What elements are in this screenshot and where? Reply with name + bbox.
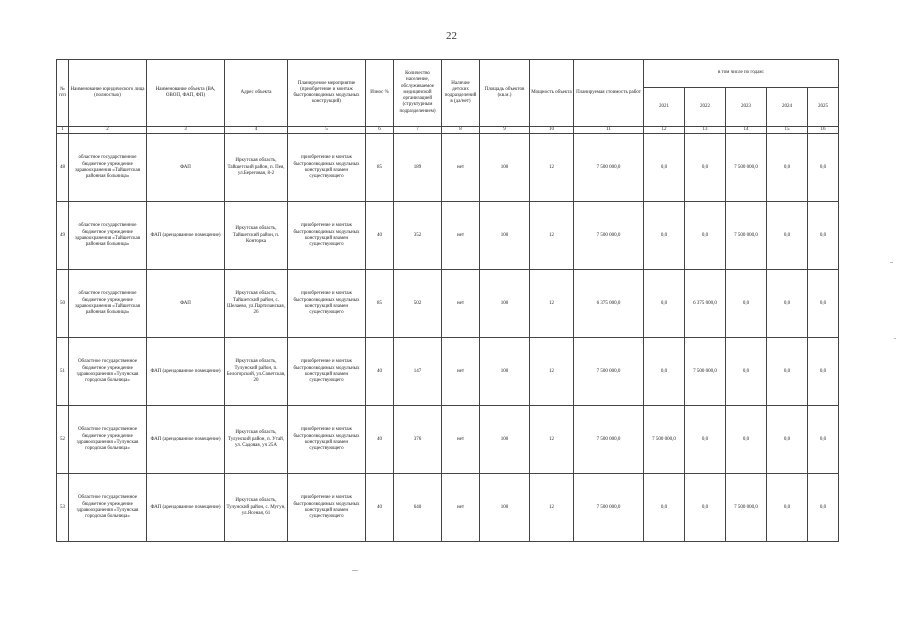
row-heating: нет (442, 134, 480, 202)
row-capacity: 12 (530, 338, 574, 406)
row-planned-event: приобретение и монтаж быстровозводимых модульных конструкций взамен существующего (288, 202, 366, 270)
header-planned-event: Планируемое мероприятие (приобретение и монтаж быстровозводимых модульных конструкций) (288, 60, 366, 127)
row-address: Иркутская область, Тайшетский район, п. Конторка (225, 202, 288, 270)
scan-mark (894, 338, 896, 339)
row-year-2023: 0,0 (726, 338, 767, 406)
header-row (57, 60, 839, 88)
row-planned-event: приобретение и монтаж быстровозводимых модульных конструкций взамен существующего (288, 270, 366, 338)
row-planned-event: приобретение и монтаж быстровозводимых модульных конструкций взамен существующего (288, 474, 366, 542)
row-year-2021: 0,0 (644, 474, 685, 542)
row-year-2025: 0,0 (808, 134, 839, 202)
table-row (57, 338, 839, 406)
column-number: 10 (530, 127, 574, 134)
row-year-2022: 7 500 000,0 (685, 338, 726, 406)
header-year: 2024 (767, 88, 808, 127)
row-area: 100 (480, 474, 530, 542)
column-number: 2 (69, 127, 147, 134)
row-year-2021: 0,0 (644, 338, 685, 406)
row-heating: нет (442, 474, 480, 542)
table-row (57, 474, 839, 542)
column-number: 11 (574, 127, 644, 134)
row-heating: нет (442, 406, 480, 474)
column-number: 13 (685, 127, 726, 134)
row-year-2024: 0,0 (767, 474, 808, 542)
column-number-row (57, 127, 839, 134)
row-year-2024: 0,0 (767, 406, 808, 474)
row-population: 502 (394, 270, 442, 338)
row-wear: 85 (366, 270, 394, 338)
row-wear: 40 (366, 202, 394, 270)
row-year-2023: 7 500 000,0 (726, 134, 767, 202)
table-row (57, 202, 839, 270)
header-num: № п/п (57, 60, 69, 127)
header-capacity: Мощность объекта (530, 60, 574, 127)
row-capacity: 12 (530, 474, 574, 542)
row-area: 100 (480, 270, 530, 338)
row-object-name: ФАП (арендованное помещение) (147, 338, 225, 406)
row-legal-entity: областное государственное бюджетное учреждение здравоохранения «Тайшетская районная больница» (69, 270, 147, 338)
row-capacity: 12 (530, 134, 574, 202)
row-wear: 40 (366, 338, 394, 406)
row-planned-event: приобретение и монтаж быстровозводимых модульных конструкций взамен существующего (288, 338, 366, 406)
header-years-group: в том числе по годам: (644, 60, 839, 88)
row-population: 640 (394, 474, 442, 542)
row-address: Иркутская область, Тулунский район, с. Мугун, ул.Ясеная, 61 (225, 474, 288, 542)
row-area: 100 (480, 338, 530, 406)
row-number: 53 (57, 474, 69, 542)
row-wear: 85 (366, 134, 394, 202)
column-number: 12 (644, 127, 685, 134)
row-capacity: 12 (530, 270, 574, 338)
row-population: 352 (394, 202, 442, 270)
row-planned-event: приобретение и монтаж быстровозводимых модульных конструкций взамен существующего (288, 134, 366, 202)
row-cost: 7 500 000,0 (574, 406, 644, 474)
row-number: 48 (57, 134, 69, 202)
row-year-2021: 7 500 000,0 (644, 406, 685, 474)
column-number: 7 (394, 127, 442, 134)
row-object-name: ФАП (арендованное помещение) (147, 406, 225, 474)
row-heating: нет (442, 270, 480, 338)
row-cost: 7 500 000,0 (574, 202, 644, 270)
column-number: 9 (480, 127, 530, 134)
row-heating: нет (442, 338, 480, 406)
row-area: 100 (480, 134, 530, 202)
row-year-2024: 0,0 (767, 270, 808, 338)
row-year-2024: 0,0 (767, 202, 808, 270)
header-year: 2022 (685, 88, 726, 127)
row-cost: 7 500 000,0 (574, 338, 644, 406)
row-object-name: ФАП (арендованное помещение) (147, 474, 225, 542)
row-object-name: ФАП (147, 270, 225, 338)
column-number: 1 (57, 127, 69, 134)
row-address: Иркутская область, Тайшетский район, п. Пея, ул.Береговая, 8-2 (225, 134, 288, 202)
facilities-table (56, 59, 839, 542)
row-year-2024: 0,0 (767, 338, 808, 406)
row-area: 100 (480, 406, 530, 474)
scan-mark (890, 262, 893, 263)
header-year: 2023 (726, 88, 767, 127)
header-year: 2025 (808, 88, 839, 127)
row-capacity: 12 (530, 406, 574, 474)
row-object-name: ФАП (147, 134, 225, 202)
header-area: Площадь объектов (кв.м.) (480, 60, 530, 127)
row-legal-entity: Областное государственное бюджетное учреждение здравоохранения «Тулунская городская больница» (69, 406, 147, 474)
row-population: 189 (394, 134, 442, 202)
row-year-2021: 0,0 (644, 134, 685, 202)
row-legal-entity: областное государственное бюджетное учреждение здравоохранения «Тайшетская районная больница» (69, 202, 147, 270)
row-number: 51 (57, 338, 69, 406)
table-body (57, 134, 839, 542)
row-cost: 7 500 000,0 (574, 474, 644, 542)
table-row (57, 270, 839, 338)
row-wear: 40 (366, 474, 394, 542)
row-year-2022: 0,0 (685, 134, 726, 202)
header-year: 2021 (644, 88, 685, 127)
row-number: 49 (57, 202, 69, 270)
page-number: 22 (446, 30, 457, 42)
column-number: 14 (726, 127, 767, 134)
column-number: 16 (808, 127, 839, 134)
scan-mark (352, 570, 358, 571)
row-year-2022: 6 375 000,0 (685, 270, 726, 338)
row-area: 100 (480, 202, 530, 270)
row-legal-entity: областное государственное бюджетное учреждение здравоохранения «Тайшетская районная больница» (69, 134, 147, 202)
row-year-2025: 0,0 (808, 270, 839, 338)
row-year-2025: 0,0 (808, 406, 839, 474)
header-heating: Наличие детских подразделений в (да/нет) (442, 60, 480, 127)
row-year-2021: 0,0 (644, 270, 685, 338)
header-object-name: Наименование объекта (ВА, ОВОП, ФАП, ФП) (147, 60, 225, 127)
row-cost: 6 375 000,0 (574, 270, 644, 338)
column-number: 15 (767, 127, 808, 134)
row-population: 147 (394, 338, 442, 406)
header-address: Адрес объекта (225, 60, 288, 127)
row-year-2023: 7 500 000,0 (726, 474, 767, 542)
row-address: Иркутская область, Тулунский район, п. Утай, ул. Садовая, уч 25А (225, 406, 288, 474)
row-object-name: ФАП (арендованное помещение) (147, 202, 225, 270)
column-number: 8 (442, 127, 480, 134)
row-year-2024: 0,0 (767, 134, 808, 202)
column-number: 4 (225, 127, 288, 134)
row-year-2025: 0,0 (808, 474, 839, 542)
table-row (57, 406, 839, 474)
row-year-2023: 0,0 (726, 270, 767, 338)
row-year-2023: 7 500 000,0 (726, 202, 767, 270)
row-population: 376 (394, 406, 442, 474)
row-wear: 40 (366, 406, 394, 474)
row-cost: 7 500 000,0 (574, 134, 644, 202)
row-heating: нет (442, 202, 480, 270)
row-capacity: 12 (530, 202, 574, 270)
header-legal-entity: Наименование юридического лица (полностью) (69, 60, 147, 127)
column-number: 5 (288, 127, 366, 134)
row-year-2023: 0,0 (726, 406, 767, 474)
row-year-2025: 0,0 (808, 202, 839, 270)
column-number: 3 (147, 127, 225, 134)
row-address: Иркутская область, Тайшетский район, с. Шелаево, ул.Партизанская, 26 (225, 270, 288, 338)
row-year-2022: 0,0 (685, 474, 726, 542)
table-row (57, 134, 839, 202)
row-year-2021: 0,0 (644, 202, 685, 270)
row-number: 50 (57, 270, 69, 338)
row-year-2025: 0,0 (808, 338, 839, 406)
row-year-2022: 0,0 (685, 406, 726, 474)
row-planned-event: приобретение и монтаж быстровозводимых модульных конструкций взамен существующего (288, 406, 366, 474)
row-address: Иркутская область, Тулунский район, п. Белогорский, ул.Советская, 20 (225, 338, 288, 406)
header-wear: Износ % (366, 60, 394, 127)
column-number: 6 (366, 127, 394, 134)
row-number: 52 (57, 406, 69, 474)
row-year-2022: 0,0 (685, 202, 726, 270)
row-legal-entity: Областное государственное бюджетное учреждение здравоохранения «Тулунская городская больница» (69, 338, 147, 406)
header-cost: Планируемая стоимость работ (574, 60, 644, 127)
header-population: Количество население, обслуживаемое медицинской организацией (структурным подразделением) (394, 60, 442, 127)
row-legal-entity: Областное государственное бюджетное учреждение здравоохранения «Тулунская городская больница» (69, 474, 147, 542)
